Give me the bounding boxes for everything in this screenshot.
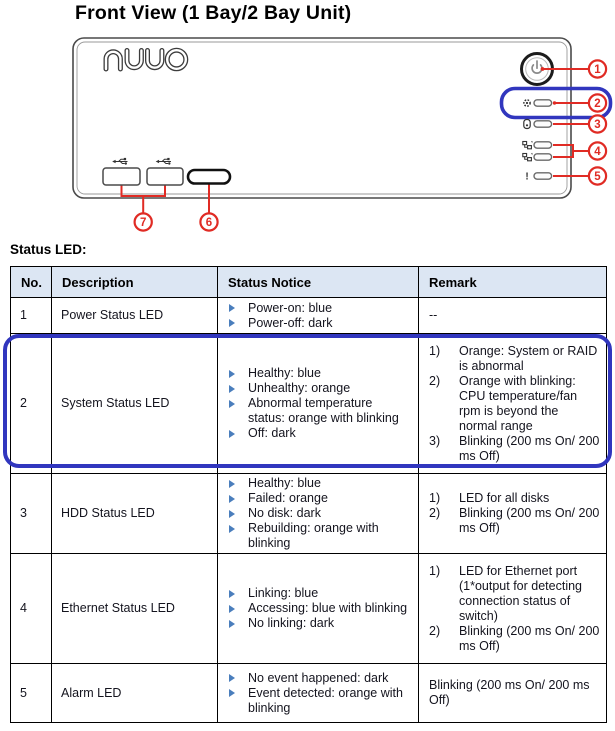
bullet-triangle-icon bbox=[229, 510, 235, 518]
status-bullet-text: Healthy: blue bbox=[248, 476, 321, 490]
table-body bbox=[11, 298, 607, 723]
table-row-5 bbox=[11, 664, 607, 723]
status-bullet-text: Power-on: blue bbox=[248, 300, 333, 315]
status-bullet-text: Off: dark bbox=[248, 426, 296, 440]
no-cell: 1 bbox=[11, 298, 52, 334]
remark-text: Blinking (200 ms On/ 200 ms Off) bbox=[429, 678, 590, 707]
status-bullet-text: No disk: dark bbox=[248, 506, 321, 520]
status-bullet-item bbox=[218, 671, 418, 686]
system-status-led bbox=[534, 100, 552, 106]
no-cell: 4 bbox=[11, 554, 52, 664]
usb-port-1 bbox=[103, 168, 140, 185]
column-header-0: No. bbox=[11, 267, 52, 298]
remark-item-text: LED for Ethernet port (1*output for detecting connection status of switch) bbox=[459, 563, 582, 623]
description-cell: System Status LED bbox=[52, 334, 218, 474]
status-led-table bbox=[10, 266, 607, 723]
status-notice-cell bbox=[218, 334, 419, 474]
front-view-diagram bbox=[0, 30, 615, 245]
status-bullet-item bbox=[218, 521, 418, 551]
bullet-triangle-icon bbox=[229, 495, 235, 503]
bullet-triangle-icon bbox=[229, 620, 235, 628]
remark-cell bbox=[419, 298, 607, 334]
no-cell: 3 bbox=[11, 474, 52, 554]
alarm-icon: ! bbox=[525, 171, 529, 183]
status-bullet-item bbox=[218, 426, 418, 441]
table-row-4 bbox=[11, 554, 607, 664]
svg-text:5: 5 bbox=[594, 171, 601, 184]
status-bullet-text: Healthy: blue bbox=[248, 366, 321, 380]
status-bullet-text: No event happened: dark bbox=[248, 670, 389, 685]
description-cell: Power Status LED bbox=[52, 298, 218, 334]
status-bullet-item bbox=[218, 601, 418, 616]
remark-cell bbox=[419, 474, 607, 554]
remark-number: 2) bbox=[429, 373, 441, 388]
status-notice-cell bbox=[218, 664, 419, 723]
remark-numbered-item bbox=[419, 564, 606, 624]
remark-numbered-item bbox=[419, 374, 606, 434]
remark-number: 2) bbox=[429, 506, 441, 520]
remark-item-text: Orange: System or RAID is abnormal bbox=[459, 343, 598, 373]
bullet-triangle-icon bbox=[229, 400, 235, 408]
svg-text:3: 3 bbox=[594, 119, 601, 132]
bullet-triangle-icon bbox=[229, 430, 235, 438]
remark-cell bbox=[419, 554, 607, 664]
alarm-led bbox=[534, 173, 552, 179]
status-bullet-item bbox=[218, 476, 418, 491]
status-bullet-item bbox=[218, 616, 418, 631]
svg-text:1: 1 bbox=[594, 64, 601, 77]
front-button-drawing bbox=[188, 170, 230, 184]
ethernet-status-led-1 bbox=[534, 142, 552, 148]
table-row-1 bbox=[11, 298, 607, 334]
status-bullet-item bbox=[218, 506, 418, 521]
status-bullet-text: Unhealthy: orange bbox=[248, 381, 351, 395]
svg-text:6: 6 bbox=[205, 217, 213, 230]
header-row bbox=[11, 267, 607, 298]
svg-text:7: 7 bbox=[139, 217, 147, 230]
bullet-triangle-icon bbox=[229, 304, 235, 312]
bullet-triangle-icon bbox=[229, 480, 235, 488]
section-label: Status LED: bbox=[10, 242, 87, 257]
remark-number: 1) bbox=[429, 491, 441, 505]
hdd-status-led bbox=[534, 121, 552, 127]
remark-item-text: Blinking (200 ms On/ 200 ms Off) bbox=[459, 433, 600, 463]
no-cell: 5 bbox=[11, 664, 52, 723]
status-bullet-item bbox=[218, 491, 418, 506]
svg-text:2: 2 bbox=[594, 98, 601, 111]
remark-numbered-item bbox=[419, 491, 606, 506]
status-bullet-text: Power-off: dark bbox=[248, 315, 333, 330]
description-cell: Ethernet Status LED bbox=[52, 554, 218, 664]
no-cell: 2 bbox=[11, 334, 52, 474]
status-bullet-text: Rebuilding: orange with blinking bbox=[248, 521, 379, 550]
status-bullet-item bbox=[218, 586, 418, 601]
status-bullet-item bbox=[218, 686, 418, 716]
status-bullet-item bbox=[218, 316, 418, 331]
column-header-2: Status Notice bbox=[218, 267, 419, 298]
table-row-2 bbox=[11, 334, 607, 474]
remark-number: 1) bbox=[429, 563, 441, 578]
bullet-triangle-icon bbox=[229, 370, 235, 378]
status-bullet-text: Linking: blue bbox=[248, 586, 319, 600]
remark-numbered-item bbox=[419, 624, 606, 654]
remark-numbered-item bbox=[419, 434, 606, 464]
description-cell: HDD Status LED bbox=[52, 474, 218, 554]
remark-item-text: Orange with blinking: CPU temperature/fan rpm is beyond the normal range bbox=[459, 373, 578, 433]
status-bullet-text: Event detected: orange with blinking bbox=[248, 685, 403, 715]
description-cell: Alarm LED bbox=[52, 664, 218, 723]
status-notice-cell bbox=[218, 298, 419, 334]
status-bullet-text: Failed: orange bbox=[248, 491, 328, 505]
status-bullet-item bbox=[218, 396, 418, 426]
bullet-triangle-icon bbox=[229, 590, 235, 598]
status-bullet-item bbox=[218, 301, 418, 316]
remark-numbered-item bbox=[419, 506, 606, 536]
remark-cell bbox=[419, 664, 607, 723]
usb-port-2 bbox=[147, 168, 183, 185]
bullet-triangle-icon bbox=[229, 385, 235, 393]
bullet-triangle-icon bbox=[229, 525, 235, 533]
column-header-1: Description bbox=[52, 267, 218, 298]
status-bullet-text: Abnormal temperature status: orange with blinking bbox=[248, 396, 399, 425]
status-notice-cell bbox=[218, 474, 419, 554]
remark-item-text: Blinking (200 ms On/ 200 ms Off) bbox=[459, 623, 600, 653]
bullet-triangle-icon bbox=[229, 319, 235, 327]
remark-cell bbox=[419, 334, 607, 474]
remark-number: 3) bbox=[429, 433, 441, 448]
page-title: Front View (1 Bay/2 Bay Unit) bbox=[75, 2, 352, 24]
remark-text: -- bbox=[429, 308, 438, 322]
ethernet-status-led-2 bbox=[534, 154, 552, 160]
status-bullet-item bbox=[218, 366, 418, 381]
remark-numbered-item bbox=[419, 344, 606, 374]
status-notice-cell bbox=[218, 554, 419, 664]
column-header-3: Remark bbox=[419, 267, 607, 298]
remark-item-text: Blinking (200 ms On/ 200 ms Off) bbox=[459, 506, 600, 535]
bullet-triangle-icon bbox=[229, 689, 235, 697]
table-row-3 bbox=[11, 474, 607, 554]
status-bullet-item bbox=[218, 381, 418, 396]
remark-item-text: LED for all disks bbox=[459, 491, 550, 505]
bullet-triangle-icon bbox=[229, 605, 235, 613]
status-bullet-text: No linking: dark bbox=[248, 616, 335, 630]
remark-number: 2) bbox=[429, 623, 441, 638]
status-bullet-text: Accessing: blue with blinking bbox=[248, 601, 408, 615]
bullet-triangle-icon bbox=[229, 674, 235, 682]
remark-number: 1) bbox=[429, 343, 441, 358]
svg-text:4: 4 bbox=[594, 146, 601, 159]
